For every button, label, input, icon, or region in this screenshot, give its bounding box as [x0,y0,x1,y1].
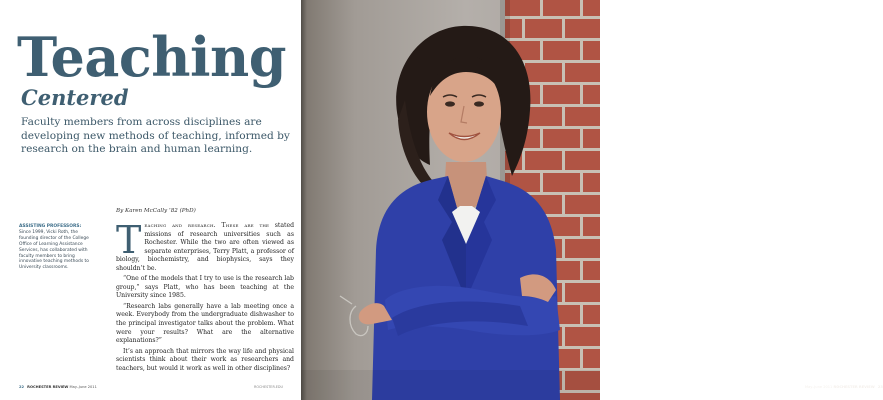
byline: By Karen McCally ’82 (PhD) [116,208,196,214]
article-dek: Faculty members from across disciplines are developing new methods of teaching, informed by research on the brain and human learning. [21,116,290,155]
caption-text: Since 1999, Vicki Roth, the founding director of the College Office of Learning Assistance Services, has collaborated with faculty members to bring innovative teaching methods to University classrooms. [19,229,89,271]
folio-left [19,385,97,389]
paragraph-1 [116,218,295,273]
publication-name-left: ROCHESTER REVIEW [27,385,69,389]
left-page [0,0,301,400]
paragraph-3: “Research labs generally have a lab meeting once a week. Everybody from the undergraduate dishwasher to the principal investigator talks about the problem. What were your results? What are the alternative explanations?” [116,302,294,345]
page-number-left: 22 [19,385,25,389]
publication-name-right: ROCHESTER REVIEW [833,385,875,389]
portrait-illustration [301,0,600,400]
issue-date-right: May–June 2011 [805,385,833,389]
paragraph-1-text: stated missions of research universities such as Rochester. While the two are often viewed as separate enterprises, Terry Platt, a professor of biology, biochemistry, and biophysics, says they shouldn’t be. [116,222,295,272]
page-number-right: 23 [877,385,883,389]
lead-in-caps: eaching and research. These are the [144,222,270,229]
drop-cap: T [116,218,142,262]
folio-website: ROCHESTER.EDU [254,385,283,389]
photo-caption [19,224,93,271]
article-body [116,218,295,375]
article-title: Teaching [17,25,287,89]
article-subtitle: Centered [21,85,129,110]
paragraph-4: It’s an approach that mirrors the way life and physical scientists think about their work as researchers and teachers, but would it work as well in other disciplines? [116,347,294,372]
caption-heading: ASSISTING PROFESSORS: [19,224,82,229]
issue-date-left: May–June 2011 [69,385,97,389]
folio-right [805,385,883,389]
portrait-photo [301,0,883,400]
paragraph-2: “One of the models that I try to use is the research lab group,” says Platt, who has been teaching at the University since 1985. [116,275,294,300]
